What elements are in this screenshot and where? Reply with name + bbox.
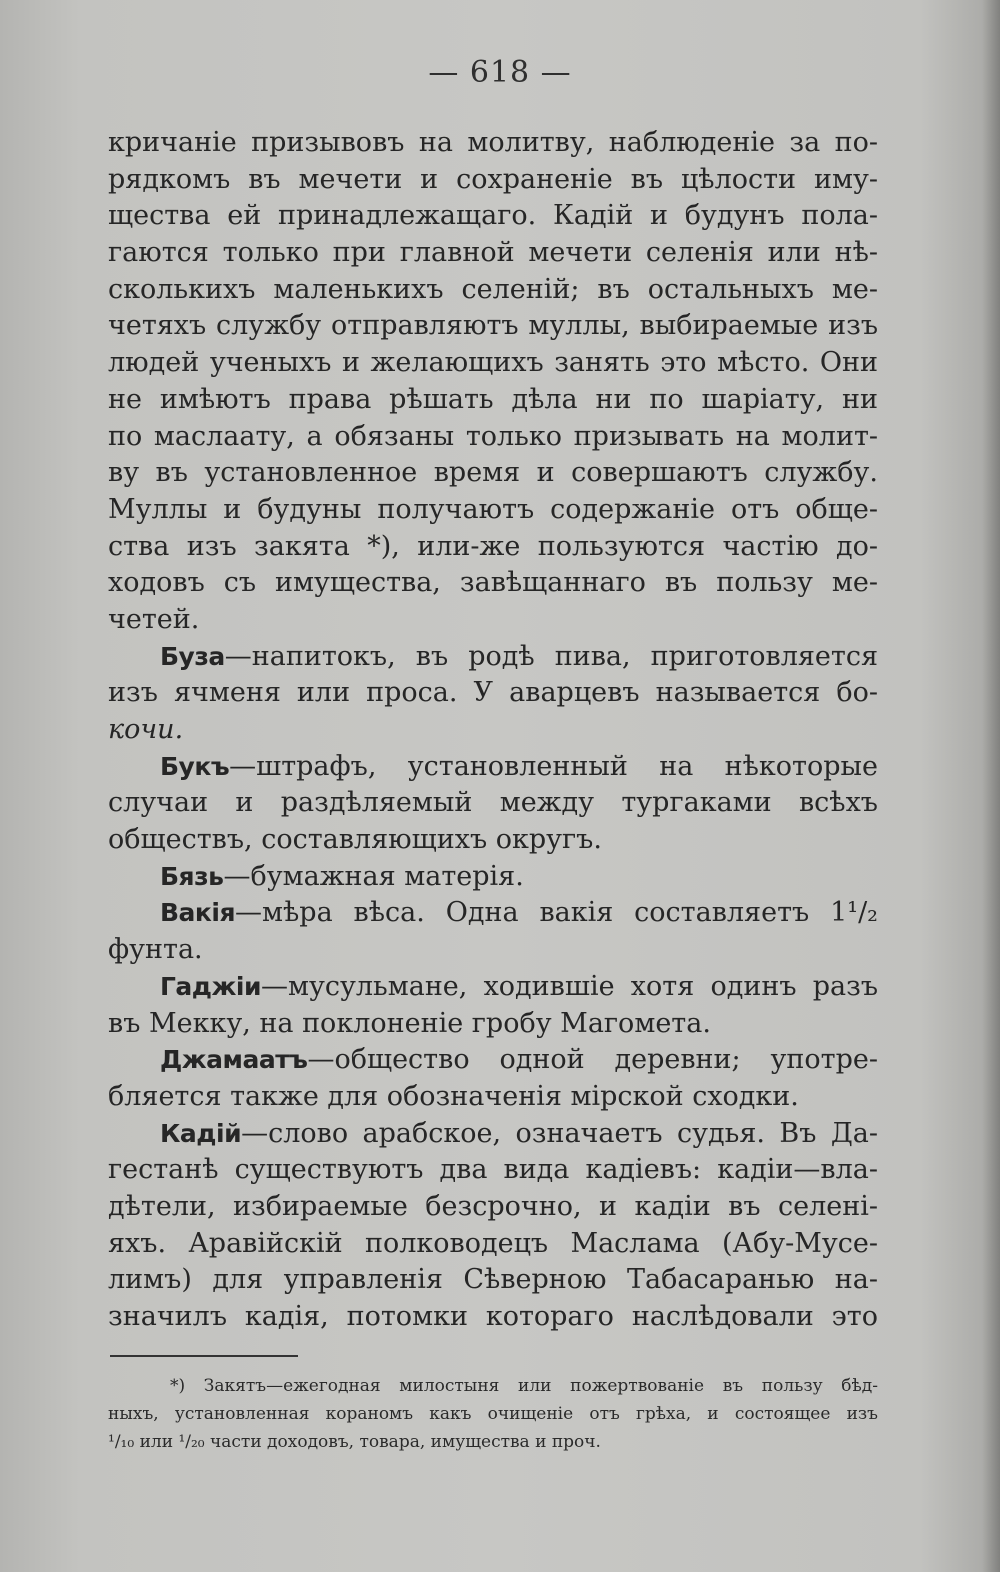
text-line: людей ученыхъ и желающихъ занять это мѣсто. Они [108,347,878,379]
footnote [108,1372,878,1456]
glossary-entry-first-line [108,749,878,786]
text-line: гестанѣ существуютъ два вида кадіевъ: кадіи—вла- [108,1154,878,1186]
page-number: — 618 — [428,55,572,90]
text-line: обществъ, составляющихъ округъ. [108,824,602,856]
text-line: лимъ) для управленія Сѣверною Табасаранью на- [108,1264,878,1296]
page-edge-shadow [982,0,1000,1572]
text-line: гаются только при главной мечети селенія или нѣ- [108,237,878,269]
glossary-entry-first-line [108,639,878,676]
text-line: случаи и раздѣляемый между тургаками всѣхъ [108,787,878,819]
glossary-definition: —общество одной деревни; употре- [307,1044,878,1076]
glossary-term: Кадій [160,1118,242,1148]
text-line: дѣтели, избираемые безсрочно, и кадіи въ селені- [108,1190,878,1222]
text-line: ву въ установленное время и совершаютъ службу. [108,457,878,489]
glossary-entry-first-line [108,969,878,1006]
text-line: сколькихъ маленькихъ селеній; въ остальныхъ ме- [108,273,878,305]
text-line: въ Мекку, на поклоненіе гробу Магомета. [108,1007,711,1039]
glossary-definition: —бумажная матерія. [223,860,524,892]
glossary-definition: —мѣра вѣса. Одна вакія составляетъ 1¹/₂ [235,897,878,929]
text-line: Муллы и будуны получаютъ содержаніе отъ обще- [108,493,878,525]
glossary-term: Бязь [160,861,224,891]
text-line: изъ ячменя или проса. У аварцевъ называется бо- [108,677,878,709]
footnote-line: *) Закятъ—ежегодная милостыня или пожертвованіе въ пользу бѣд- [170,1376,878,1396]
text-line: фунта. [108,934,203,966]
text-line: кричаніе призывовъ на молитву, наблюденіе за по- [108,127,878,158]
text-line: четей. [108,603,200,635]
text-line: щества ей принадлежащаго. Кадій и будунъ пола- [108,200,878,232]
text-line: ходовъ съ имущества, завѣщаннаго въ пользу ме- [108,567,878,599]
glossary-entry-first-line [108,1042,878,1079]
glossary-term: Вакія [160,898,236,928]
glossary-definition: —мусульмане, ходившіе хотя одинъ разъ [260,970,878,1002]
glossary-entry-first-line [108,859,878,896]
text-line: бляется также для обозначенія мірской сходки. [108,1080,799,1112]
text-line: не имѣютъ права рѣшать дѣла ни по шаріату, ни [108,383,878,415]
glossary-entry-first-line [108,895,878,932]
main-text [108,125,878,1336]
italic-word: кочи. [108,714,184,745]
footnote-line: ¹/₁₀ или ¹/₂₀ части доходовъ, товара, имущества и проч. [108,1432,601,1452]
text-line: значилъ кадія, потомки котораго наслѣдовали это [108,1301,878,1332]
footnote-rule [110,1355,298,1357]
glossary-definition: —напитокъ, въ родѣ пива, приготовляется [224,640,878,672]
glossary-term: Джамаатъ [160,1045,308,1075]
text-line: по маслаату, а обязаны только призывать на молит- [108,420,878,452]
text-line [108,712,878,749]
glossary-definition: —штрафъ, установленный на нѣкоторые [229,750,878,782]
footnote-line: ныхъ, установленная кораномъ какъ очищеніе отъ грѣха, и состоящее изъ [108,1404,878,1424]
glossary-term: Букъ [160,751,230,781]
glossary-term: Буза [160,641,225,671]
text-line: яхъ. Аравійскій полководецъ Маслама (Абу-Мусе- [108,1227,878,1259]
text-line: ства изъ закята *), или-же пользуются частію до- [108,530,878,562]
text-line: рядкомъ въ мечети и сохраненіе въ цѣлости иму- [108,163,878,195]
text-line: четяхъ службу отправляютъ муллы, выбираемые изъ [108,310,878,342]
glossary-entry-first-line [108,1116,878,1153]
glossary-term: Гаджіи [160,971,261,1001]
glossary-definition: —слово арабское, означаетъ судья. Въ Да- [241,1117,878,1149]
